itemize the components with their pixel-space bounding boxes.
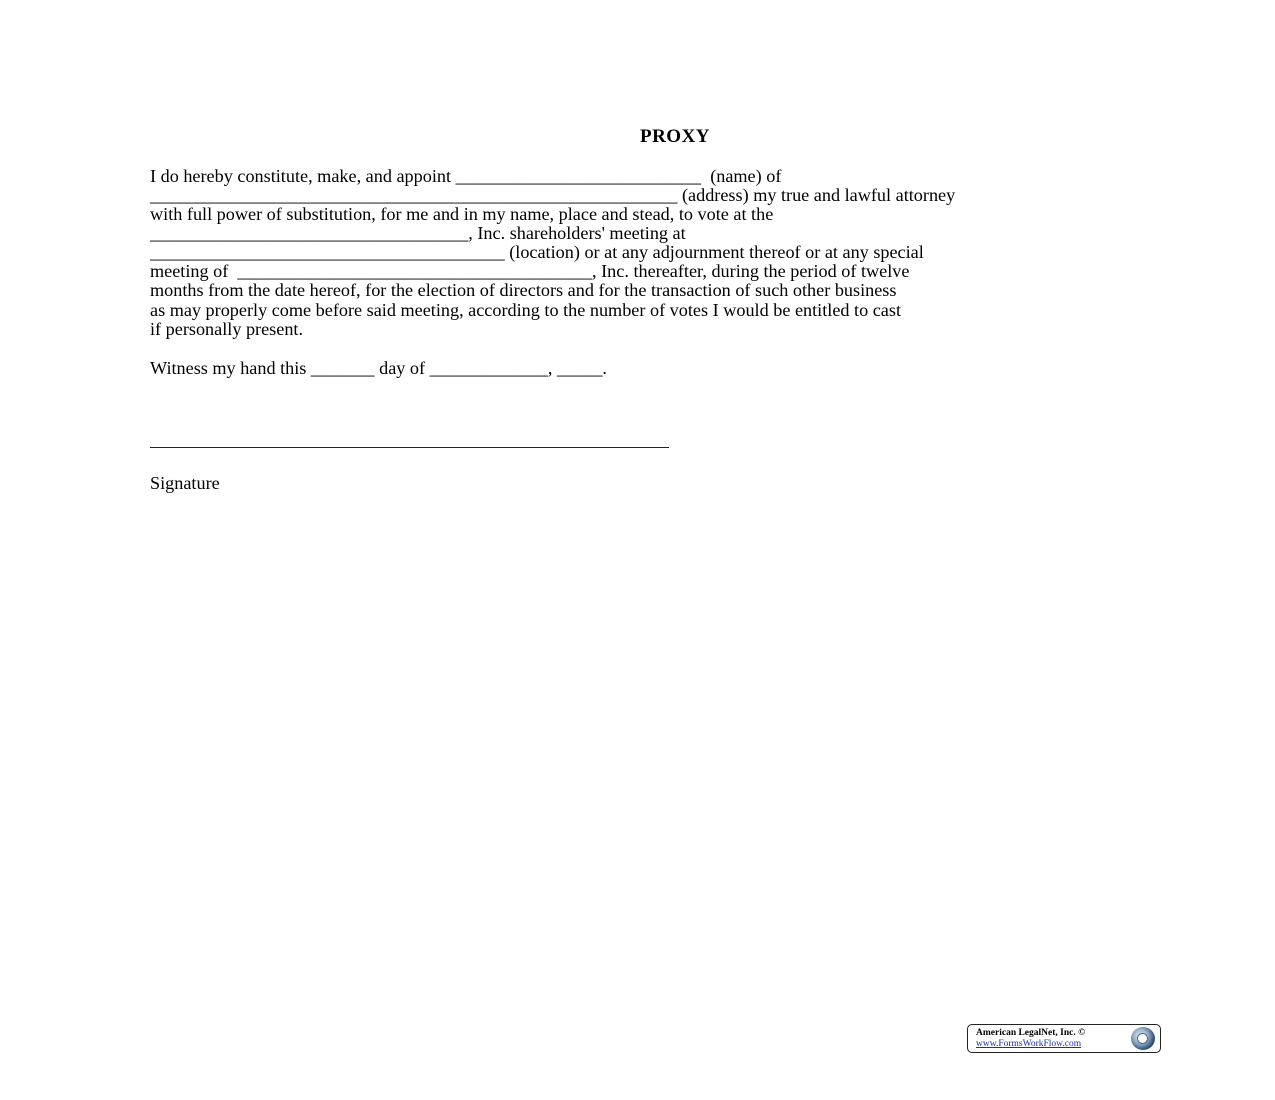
globe-icon	[1131, 1027, 1155, 1050]
body-line-3: with full power of substitution, for me and in my name, place and stead, to vote at the	[150, 204, 774, 224]
signature-label: Signature	[150, 473, 220, 493]
logo-company-name: American LegalNet, Inc. ©	[976, 1028, 1086, 1038]
body-line-5: _______________________________________ (location) or at any adjournment thereof or at any special	[150, 242, 924, 262]
body-line-6: meeting of _______________________________________, Inc. thereafter, during the period of twelve	[150, 261, 910, 281]
logo-url-link[interactable]: www.FormsWorkFlow.com	[976, 1039, 1082, 1049]
footer-logo[interactable]	[967, 1024, 1161, 1053]
body-line-1: I do hereby constitute, make, and appoint ___________________________ (name) of	[150, 166, 782, 186]
body-line-2: __________________________________________________________ (address) my true and lawful attorney	[150, 185, 956, 205]
body-line-8: as may properly come before said meeting, according to the number of votes I would be entitled to cast	[150, 300, 902, 320]
signature-line	[150, 445, 669, 448]
body-line-4: ___________________________________, Inc. shareholders' meeting at	[150, 223, 686, 243]
body-line-9: if personally present.	[150, 319, 304, 339]
document-title: PROXY	[639, 126, 711, 147]
witness-line: Witness my hand this _______ day of _____________, _____.	[150, 358, 607, 378]
body-line-7: months from the date hereof, for the election of directors and for the transaction of such other business	[150, 280, 897, 300]
